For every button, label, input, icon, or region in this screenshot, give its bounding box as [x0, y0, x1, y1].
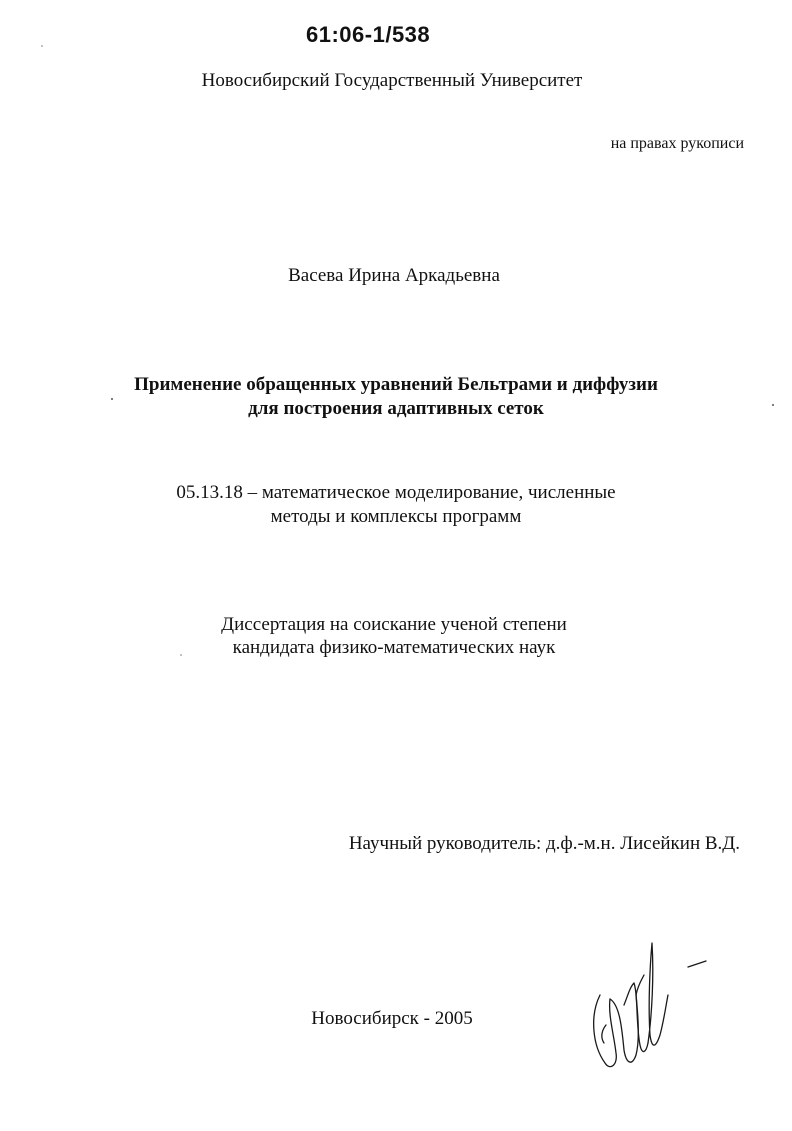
specialty-line-1: 05.13.18 – математическое моделирование, численные: [176, 482, 616, 503]
city-year: Новосибирск - 2005: [311, 1008, 473, 1029]
thesis-title-line-1: Применение обращенных уравнений Бельтрами и диффузии: [134, 374, 658, 395]
thesis-title-line-2: для построения адаптивных сеток: [248, 398, 544, 419]
rights-note: на правах рукописи: [610, 135, 744, 152]
dissertation-line-2: кандидата физико-математических наук: [232, 637, 556, 658]
specialty-line-2: методы и комплексы программ: [270, 506, 522, 527]
university-name: Новосибирский Государственный Университет: [201, 70, 583, 91]
catalog-number: 61:06-1/538: [306, 22, 431, 47]
handwritten-signature: [580, 935, 730, 1085]
scientific-advisor: Научный руководитель: д.ф.-м.н. Лисейкин В.Д.: [348, 833, 740, 854]
author-name: Васева Ирина Аркадьевна: [288, 265, 500, 286]
dissertation-line-1: Диссертация на соискание ученой степени: [221, 614, 567, 635]
